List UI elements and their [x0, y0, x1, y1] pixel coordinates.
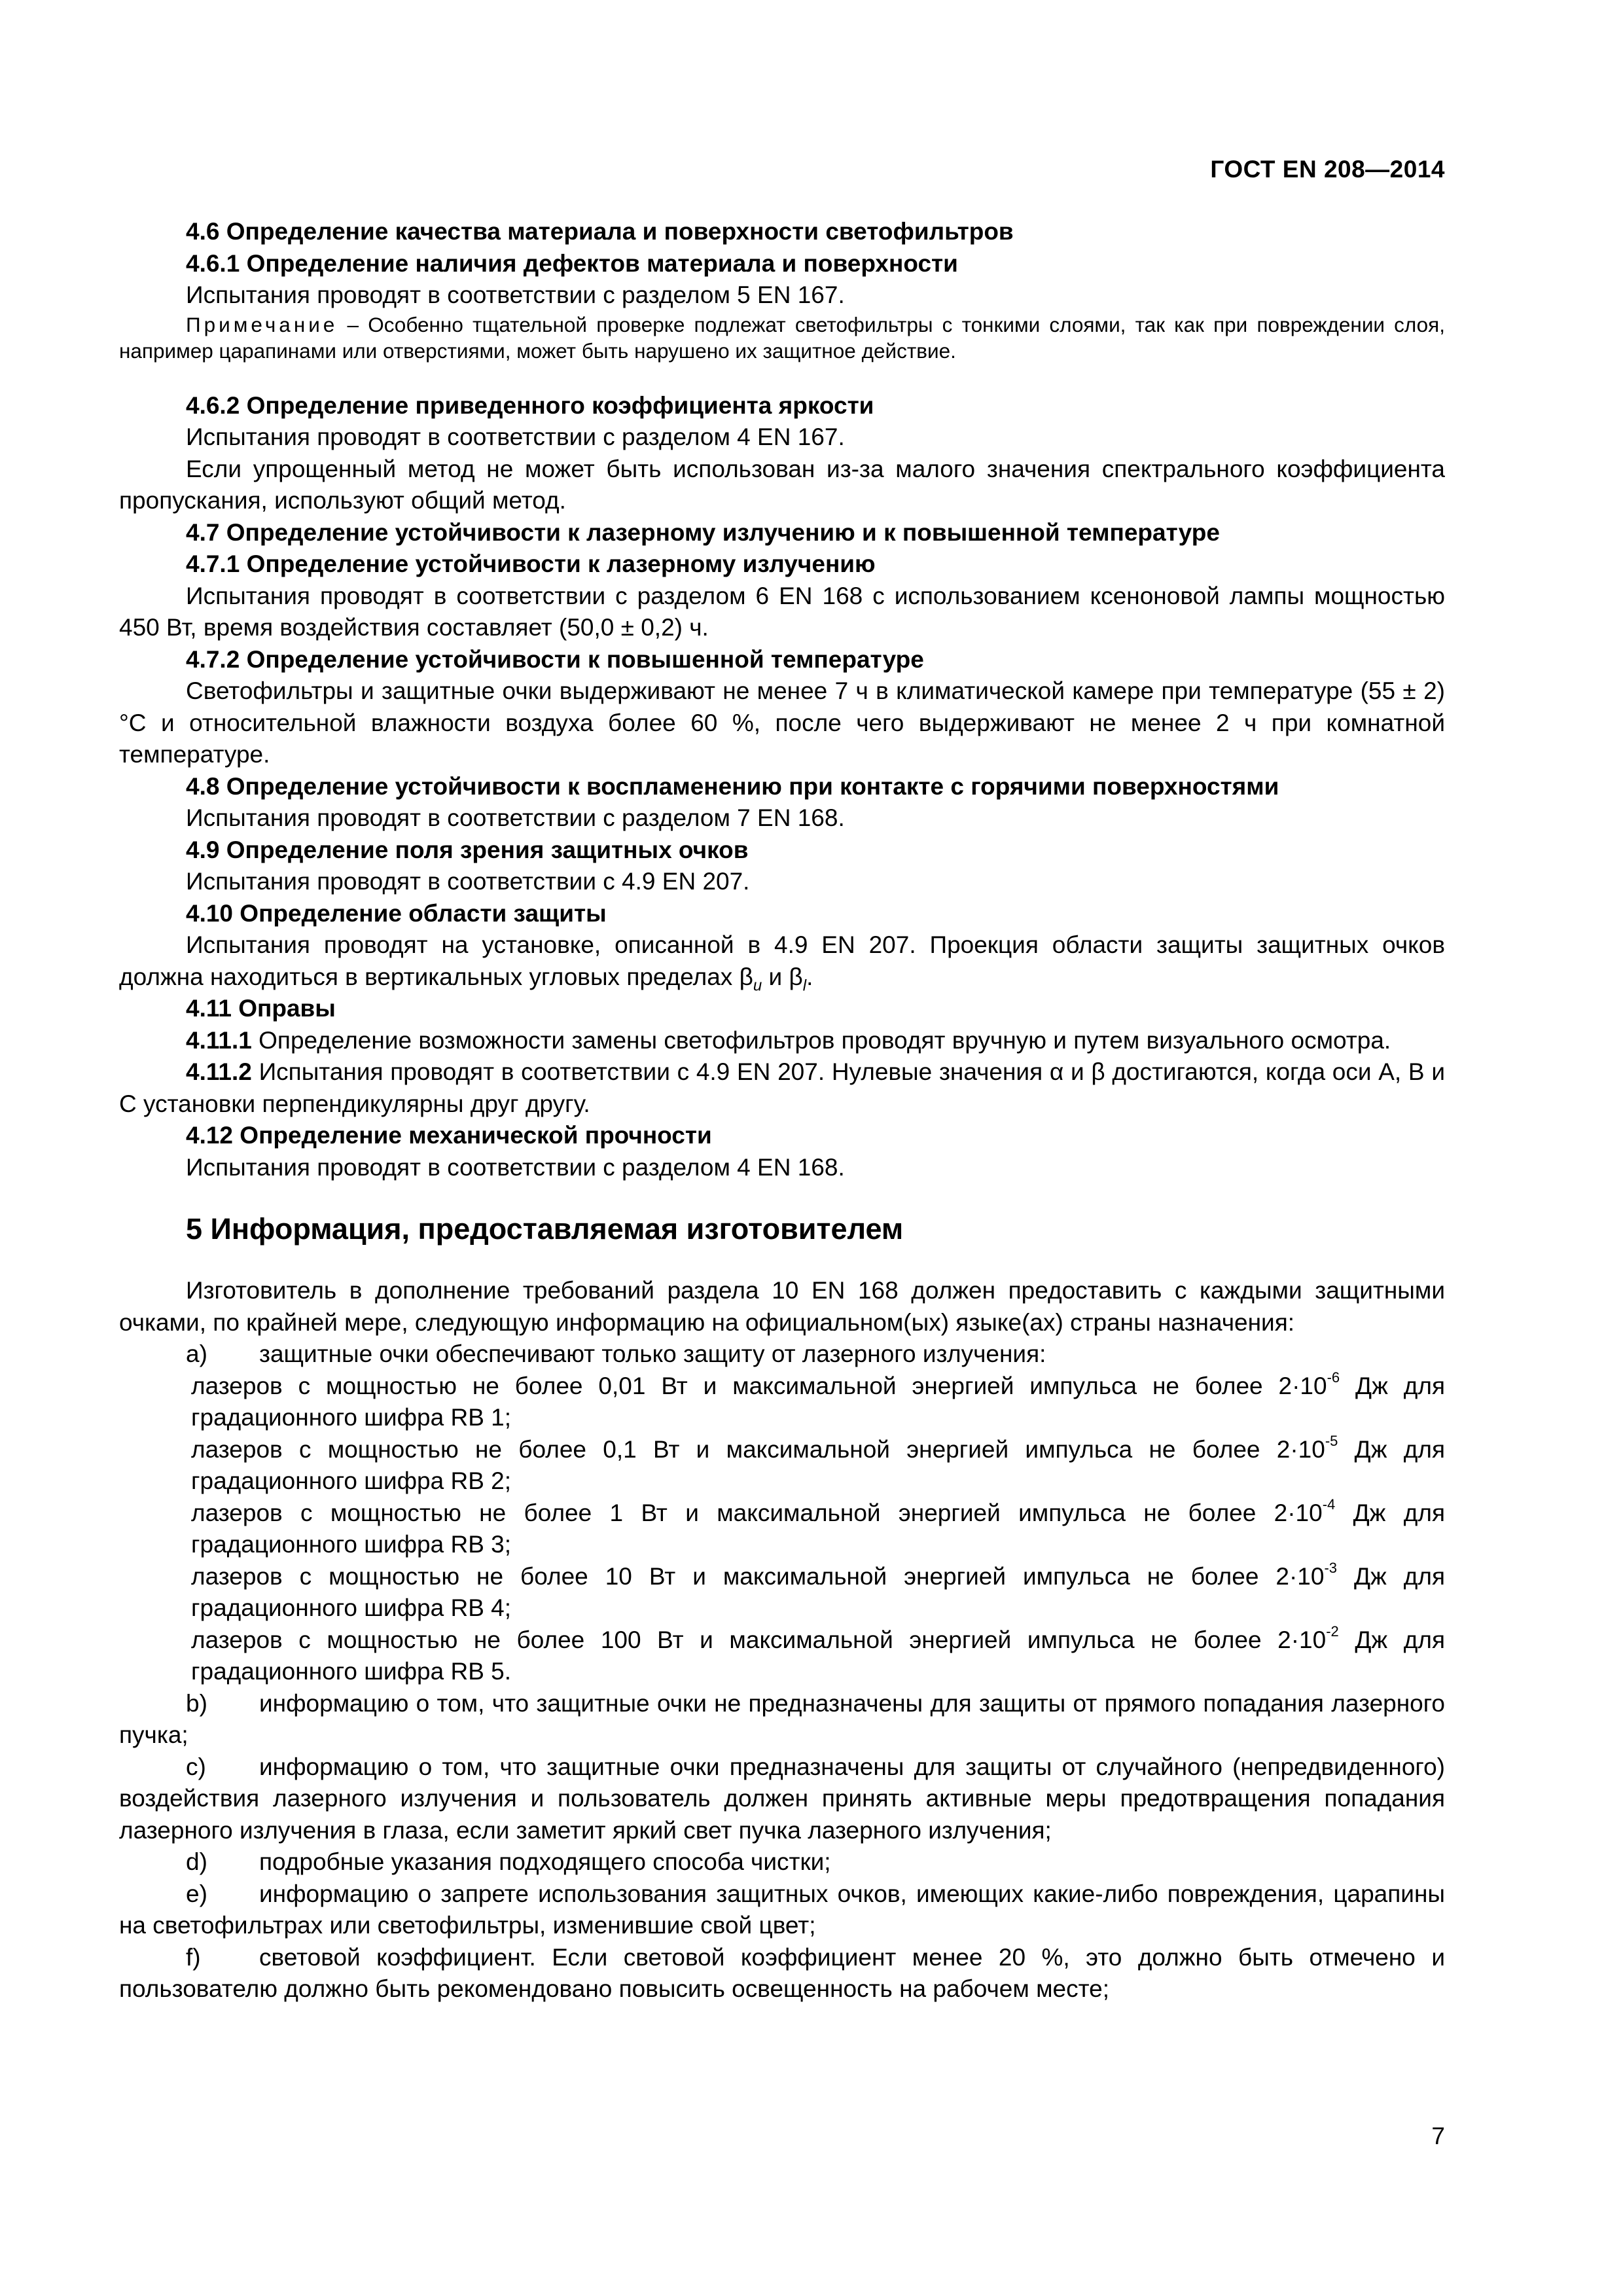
- section-4-7-1-text: Испытания проводят в соответствии с разделом 6 EN 168 с использованием ксеноновой лампы мощностью 450 Вт, время воздействия составляет (50,0 ± 0,2) ч.: [119, 582, 1445, 641]
- section-4-11-title: 4.11 Оправы: [186, 995, 336, 1022]
- laser-rb1-pre: лазеров с мощностью не более 0,01 Вт и максимальной энергией импульса не более 2·10: [191, 1372, 1327, 1399]
- list-label-e: e): [186, 1880, 207, 1907]
- note-text: – Особенно тщательной проверке подлежат светофильтры с тонкими слоями, так как при повреждении слоя, например царапинами или отверстиями, может быть нарушено их защитное действие.: [119, 312, 1445, 363]
- laser-rb5-post: Дж для градационного шифра RB 5.: [191, 1626, 1445, 1685]
- laser-line-rb3: [119, 1498, 1445, 1561]
- list-label-b: b): [186, 1689, 207, 1717]
- laser-line-rb1: [119, 1371, 1445, 1434]
- list-item-e: [119, 1878, 1445, 1942]
- section-4-8-title: 4.8 Определение устойчивости к воспламенению при контакте с горячими поверхностями: [186, 772, 1279, 800]
- section-4-10-and: и β: [762, 963, 803, 990]
- laser-rb1-post: Дж для градационного шифра RB 1;: [191, 1372, 1445, 1431]
- list-text-d: подробные указания подходящего способа чистки;: [259, 1848, 831, 1875]
- section-4-6-title: 4.6 Определение качества материала и поверхности светофильтров: [186, 218, 1014, 245]
- section-4-12-text: Испытания проводят в соответствии с разделом 4 EN 168.: [186, 1153, 845, 1181]
- section-4-7-title: 4.7 Определение устойчивости к лазерному излучению и к повышенной температуре: [186, 518, 1220, 546]
- laser-rb4-post: Дж для градационного шифра RB 4;: [191, 1562, 1445, 1621]
- laser-rb3-exponent: -4: [1322, 1496, 1336, 1513]
- list-item-f: [119, 1942, 1445, 2005]
- laser-rb2-exponent: -5: [1325, 1433, 1338, 1450]
- section-4-12-title: 4.12 Определение механической прочности: [186, 1122, 712, 1149]
- laser-line-rb2: [119, 1434, 1445, 1498]
- beta-u-subscript: u: [753, 976, 762, 994]
- page-number: 7: [1431, 2123, 1445, 2149]
- list-label-c: c): [186, 1753, 206, 1780]
- section-4-6-1-text: Испытания проводят в соответствии с разделом 5 EN 167.: [186, 281, 845, 308]
- section-4-10-text-main: Испытания проводят на установке, описанной в 4.9 EN 207. Проекция области защиты защитных очков должна находиться в вертикальных угловых пределах β: [119, 931, 1445, 990]
- section-4-10-text: [119, 929, 1445, 993]
- page-content: [119, 216, 1445, 2005]
- section-4-8-text: Испытания проводят в соответствии с разделом 7 EN 168.: [186, 804, 845, 831]
- laser-rb2-pre: лазеров с мощностью не более 0,1 Вт и максимальной энергией импульса не более 2·10: [191, 1435, 1325, 1463]
- laser-rb4-exponent: -3: [1324, 1560, 1338, 1577]
- section-4-9-text: Испытания проводят в соответствии с 4.9 EN 207.: [186, 868, 750, 895]
- list-item-a: [119, 1338, 1445, 1371]
- section-4-11-2-text: [119, 1056, 1445, 1120]
- section-4-7-2-text: Светофильтры и защитные очки выдерживают не менее 7 ч в климатической камере при температуре (55 ± 2) °С и относительной влажности воздуха более 60 %, после чего выдерживают не менее 2 ч при комнатной температуре.: [119, 677, 1445, 768]
- laser-rb2-post: Дж для градационного шифра RB 2;: [191, 1435, 1445, 1494]
- list-label-a: a): [186, 1340, 207, 1367]
- section-4-11-1-text: [119, 1025, 1445, 1057]
- beta-l-subscript: l: [802, 976, 807, 994]
- section-4-9-title: 4.9 Определение поля зрения защитных очков: [186, 836, 749, 863]
- list-item-d: [119, 1846, 1445, 1878]
- section-4-7-1-title: 4.7.1 Определение устойчивости к лазерному излучению: [186, 550, 876, 577]
- document-header: ГОСТ EN 208—2014: [1210, 156, 1445, 183]
- list-item-b: [119, 1688, 1445, 1751]
- list-text-e: информацию о запрете использования защитных очков, имеющих какие-либо повреждения, царапины на светофильтрах или светофильтры, изменившие свой цвет;: [119, 1880, 1445, 1939]
- section-5-title: 5 Информация, предоставляемая изготовителем: [186, 1212, 904, 1246]
- laser-rb3-post: Дж для градационного шифра RB 3;: [191, 1499, 1445, 1558]
- section-4-10-title: 4.10 Определение области защиты: [186, 899, 607, 927]
- section-4-11-2-body: Испытания проводят в соответствии с 4.9 EN 207. Нулевые значения α и β достигаются, когда оси А, В и С установки перпендикулярны друг другу.: [119, 1058, 1445, 1117]
- list-item-c: [119, 1751, 1445, 1847]
- list-text-a: защитные очки обеспечивают только защиту от лазерного излучения:: [259, 1340, 1046, 1367]
- note: [119, 312, 1445, 364]
- laser-rb4-pre: лазеров с мощностью не более 10 Вт и максимальной энергией импульса не более 2·10: [191, 1562, 1325, 1590]
- list-text-f: световой коэффициент. Если световой коэффициент менее 20 %, это должно быть отмечено и пользователю должно быть рекомендовано повысить освещенность на рабочем месте;: [119, 1943, 1445, 2002]
- list-label-d: d): [186, 1848, 207, 1875]
- list-text-b: информацию о том, что защитные очки не предназначены для защиты от прямого попадания лазерного пучка;: [119, 1689, 1445, 1748]
- note-label: Примечание: [186, 312, 338, 336]
- laser-line-rb5: [119, 1624, 1445, 1688]
- list-label-f: f): [186, 1943, 201, 1971]
- section-4-7-2-title: 4.7.2 Определение устойчивости к повышенной температуре: [186, 645, 924, 673]
- section-4-6-2-text-2: Если упрощенный метод не может быть использован из-за малого значения спектрального коэффициента пропускания, используют общий метод.: [119, 455, 1445, 514]
- laser-rb1-exponent: -6: [1327, 1369, 1340, 1386]
- section-5-intro: Изготовитель в дополнение требований раздела 10 EN 168 должен предоставить с каждыми защитными очками, по крайней мере, следующую информацию на официальном(ых) языке(ах) страны назначения:: [119, 1277, 1445, 1336]
- list-text-c: информацию о том, что защитные очки предназначены для защиты от случайного (непредвиденного) воздействия лазерного излучения и пользователь должен принять активные меры предотвращения попадания лазерного излучения в глаза, если заметит яркий свет пучка лазерного излучения;: [119, 1753, 1445, 1844]
- laser-rb3-pre: лазеров с мощностью не более 1 Вт и максимальной энергией импульса не более 2·10: [191, 1499, 1323, 1526]
- section-4-11-1-body: Определение возможности замены светофильтров проводят вручную и путем визуального осмотра.: [251, 1026, 1391, 1054]
- section-4-6-2-title: 4.6.2 Определение приведенного коэффициента яркости: [186, 391, 874, 419]
- section-4-11-2-number: 4.11.2: [186, 1058, 252, 1085]
- section-4-6-2-text-1: Испытания проводят в соответствии с разделом 4 EN 167.: [186, 423, 845, 450]
- section-4-6-1-title: 4.6.1 Определение наличия дефектов материала и поверхности: [186, 249, 958, 277]
- laser-line-rb4: [119, 1561, 1445, 1624]
- laser-rb5-pre: лазеров с мощностью не более 100 Вт и максимальной энергией импульса не более 2·10: [191, 1626, 1327, 1653]
- section-4-10-end: .: [806, 963, 813, 990]
- laser-rb5-exponent: -2: [1326, 1623, 1339, 1640]
- section-4-11-1-number: 4.11.1: [186, 1026, 252, 1054]
